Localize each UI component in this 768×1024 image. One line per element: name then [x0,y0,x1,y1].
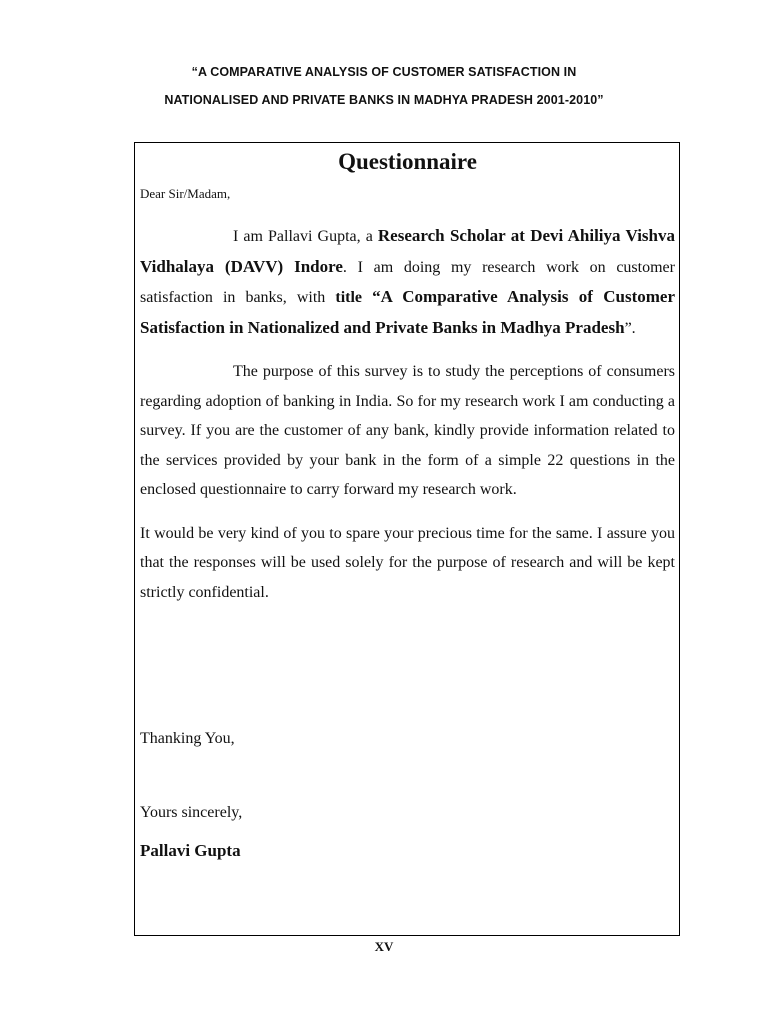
header-line-1: “A COMPARATIVE ANALYSIS OF CUSTOMER SATISFACTION IN [191,65,577,79]
signoff-line: Yours sincerely, [140,804,243,821]
intro-text-4: ”. [624,319,636,337]
running-header [0,58,768,114]
questionnaire-title: Questionnaire [338,149,477,174]
confidentiality-paragraph: It would be very kind of you to spare your precious time for the same. I assure you that the responses will be used solely for the purpose of research and will be kept strictly confidential. [140,524,675,601]
salutation: Dear Sir/Madam, [140,186,231,201]
page-number: XV [374,939,394,954]
questionnaire-box [134,142,680,936]
intro-text-2: . I am doing my research work on customer satisfaction in banks, with [140,258,675,306]
purpose-paragraph: The purpose of this survey is to study the perceptions of consumers regarding adoption of banking in India. So for my research work I am conducting a survey. If you are the customer of any bank, kindly provide information related to the services provided by your bank in the form of a simple 22 questions in the enclosed questionnaire to carry forward my research work. [140,363,675,498]
title-word: title [335,289,363,306]
scholar-affiliation: Research Scholar at Devi Ahiliya Vishva Vidhalaya (DAVV) Indore [140,226,675,276]
intro-text-3 [362,289,372,306]
letter-content [140,143,675,860]
intro-paragraph [140,221,675,343]
header-line-2: NATIONALISED AND PRIVATE BANKS IN MADHYA PRADESH 2001-2010” [164,93,604,107]
signature-name: Pallavi Gupta [140,841,241,860]
closing-line: Thanking You, [140,730,235,747]
intro-text-1: I am Pallavi Gupta, a [233,228,378,245]
research-title: “A Comparative Analysis of Customer Satisfaction in Nationalized and Private Banks in Madhya Pradesh [140,287,675,337]
